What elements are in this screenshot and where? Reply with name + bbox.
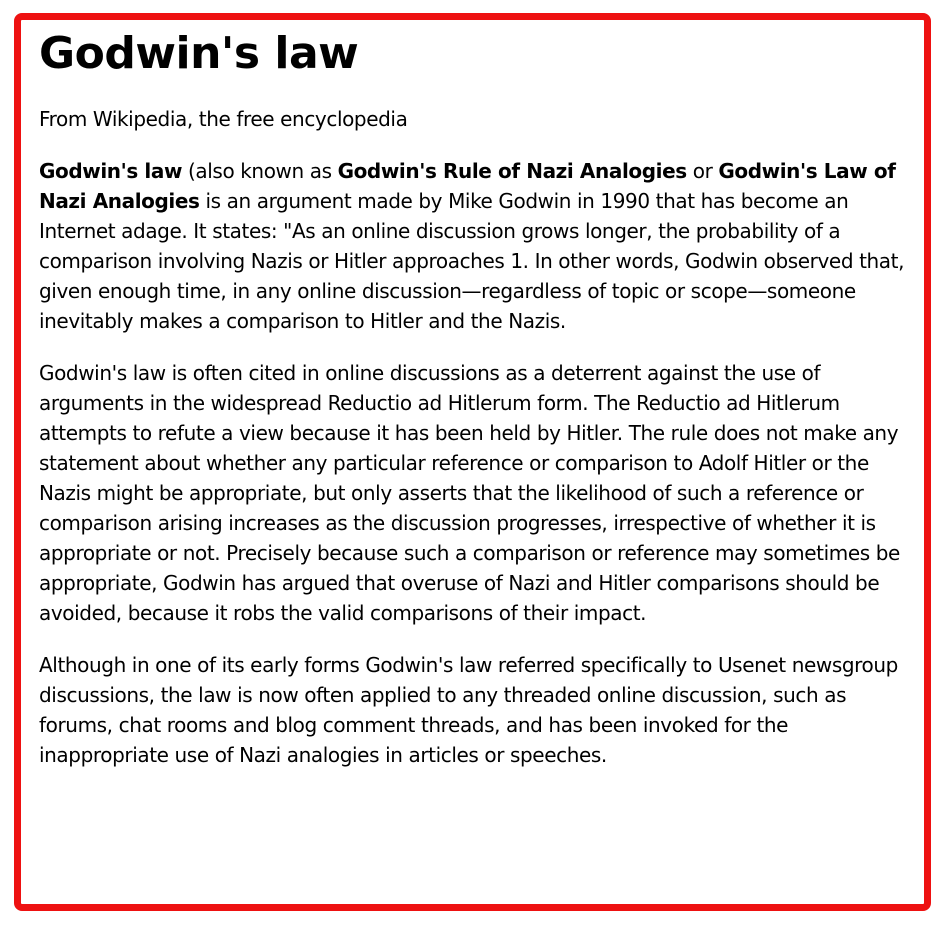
term-law-of-nazi-analogies: Godwin's Law of Nazi Analogies: [39, 159, 896, 213]
paragraph-intro: [39, 156, 919, 336]
paragraph-usenet: Although in one of its early forms Godwin's law referred specifically to Usenet newsgroup discussions, the law is now often applied to any threaded online discussion, such as forums, chat rooms and blog comment threads, and has been invoked for the inappropriate use of Nazi analogies in articles or speeches.: [39, 653, 898, 767]
paragraph-reductio: Godwin's law is often cited in online discussions as a deterrent against the use of arguments in the widespread Reductio ad Hitlerum form. The Reductio ad Hitlerum attempts to refute a view because it has been held by Hitler. The rule does not make any statement about whether any particular reference or comparison to Adolf Hitler or the Nazis might be appropriate, but only asserts that the likelihood of such a reference or comparison arising increases as the discussion progresses, irrespective of whether it is appropriate or not. Precisely because such a comparison or reference may sometimes be appropriate, Godwin has argued that overuse of Nazi and Hitler comparisons should be avoided, because it robs the valid comparisons of their impact.: [39, 361, 900, 625]
intro-text-1: (also known as: [182, 159, 338, 183]
article-frame: [14, 13, 931, 911]
page-title: Godwin's law: [39, 28, 359, 79]
intro-text-2: or: [686, 159, 719, 183]
article-content: [39, 26, 919, 770]
term-godwins-law: Godwin's law: [39, 159, 183, 183]
intro-text-3: is an argument made by Mike Godwin in 1990 that has become an Internet adage. It states: "As an online discussion grows longer, the probability of a comparison involving Nazis or Hitler approaches 1. In other words, Godwin observed that, given enough time, in any online discussion—regardless of topic or scope—someone inevitably makes a comparison to Hitler and the Nazis.: [39, 189, 905, 333]
term-rule-of-nazi-analogies: Godwin's Rule of Nazi Analogies: [337, 159, 687, 183]
article-subtitle: From Wikipedia, the free encyclopedia: [39, 107, 408, 131]
